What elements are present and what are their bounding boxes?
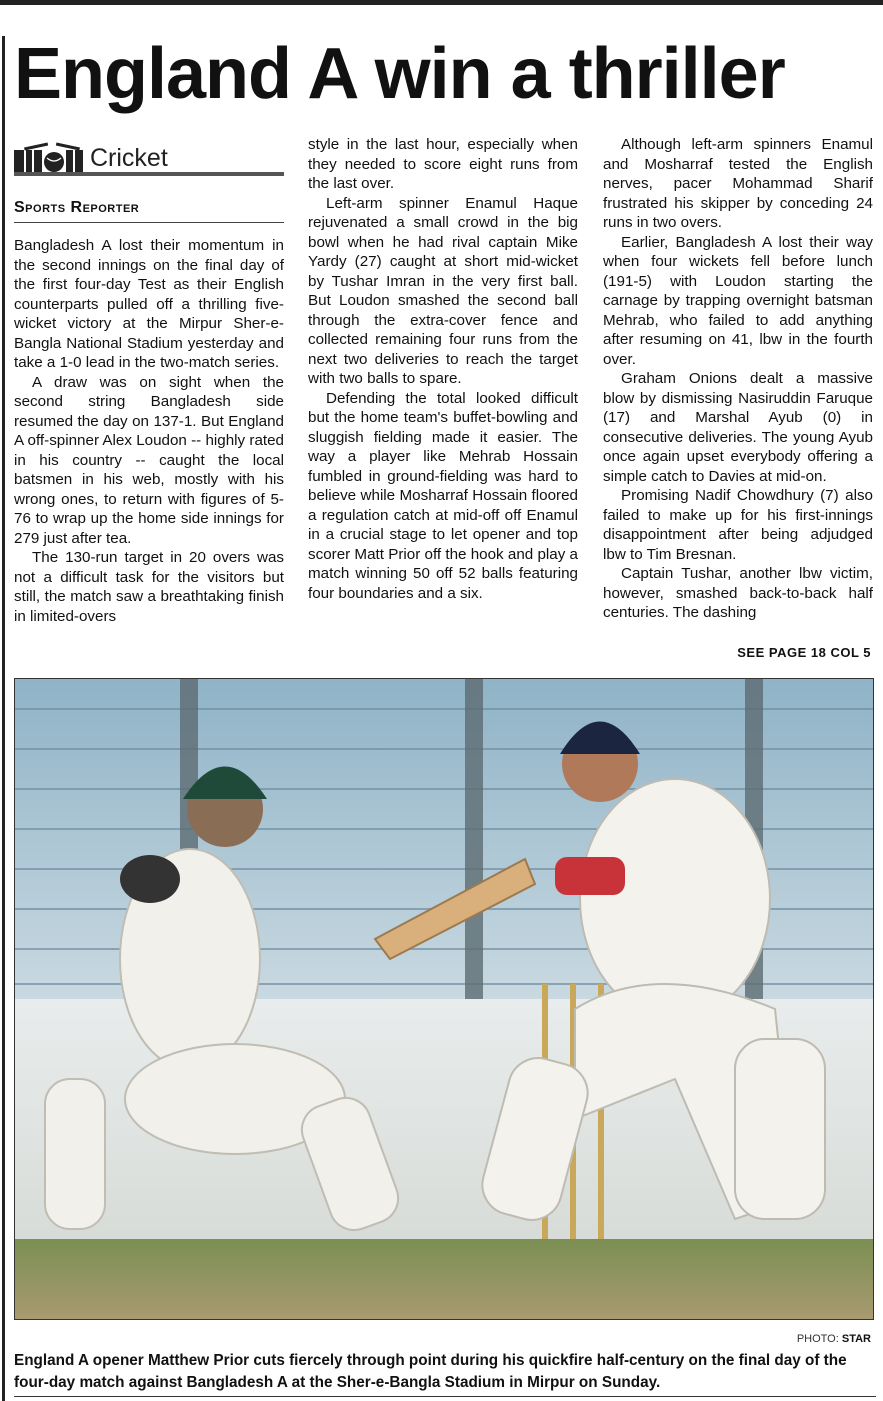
paragraph: The 130-run target in 20 overs was not a difficult task for the visitors but still, the match saw a breathtaking finish in limited-overs — [14, 549, 284, 625]
paragraph: style in the last hour, especially when they needed to score eight runs from the last over. — [308, 136, 578, 192]
article-column-3 — [603, 135, 873, 623]
byline: Sports Reporter — [14, 199, 140, 216]
left-rule — [2, 36, 5, 1401]
headline: England A win a thriller — [14, 34, 785, 114]
paragraph: Promising Nadif Chowdhury (7) also failed to make up for his first-innings disappointment after being adjudged lbw to Tim Bresnan. — [603, 487, 873, 563]
top-rule — [0, 0, 883, 5]
section-underline — [14, 172, 284, 176]
continuation-note: SEE PAGE 18 COL 5 — [737, 645, 871, 660]
section-title: Cricket — [90, 144, 168, 172]
credit-label: PHOTO: — [796, 1333, 839, 1345]
paragraph: Left-arm spinner Enamul Haque rejuvenated a small crowd in the big bowl when he had rival captain Mike Yardy (27) caught at short mid-wicket by Tushar Imran in the very first ball. But Loudon smashed the second ball through the extra-cover fence and collected remaining four runs from the next two deliveries to reach the target with two balls to spare. — [308, 194, 578, 387]
paragraph: Earlier, Bangladesh A lost their way when four wickets fell before lunch (191-5) with Loudon starting the carnage by trapping overnight batsman Mehrab, who failed to add anything after resuming on 41, lbw in the fourth over. — [603, 233, 873, 368]
paragraph: Graham Onions dealt a massive blow by dismissing Nasiruddin Faruque (17) and Marshal Ayub (0) in consecutive deliveries. The young Ayub once again upset everybody offering a simple catch to Davies at mid-on. — [603, 370, 873, 485]
paragraph: Captain Tushar, another lbw victim, however, smashed back-to-back half centuries. The dashing — [603, 565, 873, 621]
section-label — [14, 138, 284, 174]
paragraph: Defending the total looked difficult but the home team's buffet-bowling and sluggish fielding made it easier. The way a player like Mehrab Hossain fumbled in ground-fielding was hard to believe while Mosharraf Hossain floored a regulation catch at mid-off off Enamul in a crucial stage to let opener and top scorer Matt Prior off the hook and play a match winning 50 off 52 balls featuring four boundaries and a six. — [308, 389, 578, 602]
credit-source: STAR — [841, 1333, 871, 1345]
photo-caption: England A opener Matthew Prior cuts fiercely through point during his quickfire half-century on the final day of the four-day match against Bangladesh A at the Sher-e-Bangla Stadium in Mirpur on Sunday. — [14, 1352, 847, 1391]
byline-rule — [14, 222, 284, 223]
photo-illustration — [15, 679, 873, 1319]
photo-credit — [797, 1333, 871, 1345]
paragraph: Bangladesh A lost their momentum in the second innings on the final day of the first four-day Test as their English counterparts pulled off a thrilling five-wicket victory at the Mirpur Sher-e-Bangla National Stadium yesterday and take a 1-0 lead in the two-match series. — [14, 237, 284, 371]
article-column-1 — [14, 236, 284, 626]
paragraph: A draw was on sight when the second string Bangladesh side resumed the day on 137-1. But England A off-spinner Alex Loudon -- highly rated in his country -- caught the local batsmen in his web, mostly with his wrong ones, to return with figures of 5-76 to wrap up the home side innings for 279 just after tea. — [14, 373, 284, 547]
paragraph: Although left-arm spinners Enamul and Mosharraf tested the English nerves, pacer Mohammad Sharif frustrated his skipper by conceding 24 runs in two overs. — [603, 136, 873, 231]
bottom-rule — [14, 1396, 876, 1397]
cricket-stumps-icon — [14, 138, 84, 172]
cricket-photo — [14, 678, 874, 1320]
article-column-2 — [308, 135, 578, 603]
